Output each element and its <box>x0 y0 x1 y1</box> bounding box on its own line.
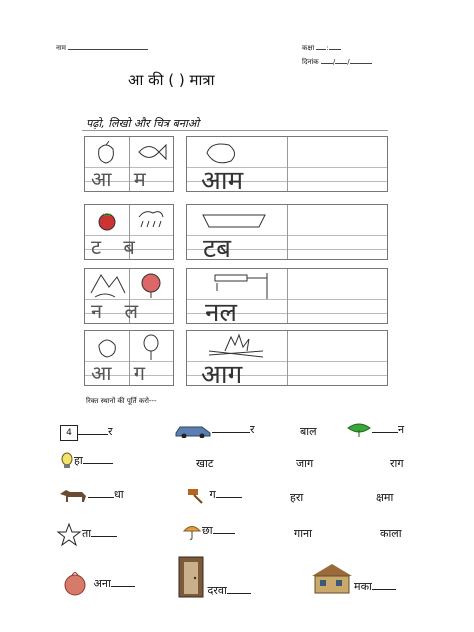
class-field <box>302 44 341 53</box>
blank <box>111 576 135 587</box>
row-2-letters: ट ब <box>91 235 143 259</box>
exercise-3-item-2 <box>186 486 242 504</box>
word: र <box>250 423 255 436</box>
exercise-5-item-3 <box>310 562 396 594</box>
exercise-4-item-2 <box>182 522 235 540</box>
word: धा <box>114 488 124 501</box>
blank <box>213 523 235 534</box>
name-field <box>56 44 148 53</box>
blank <box>83 453 113 464</box>
class-label: कक्षा <box>302 44 315 52</box>
hammer-icon <box>186 486 206 504</box>
row-2-word: टब <box>203 234 231 264</box>
name-blank <box>68 49 148 50</box>
tub-icon <box>201 209 267 231</box>
horse-icon <box>58 486 88 504</box>
worksheet-row-3-right <box>186 268 388 328</box>
name-label: नाम <box>56 44 66 52</box>
rain-icon <box>135 207 167 233</box>
worksheet-row-4-left <box>84 330 174 386</box>
exercise-1-item-2 <box>174 422 255 438</box>
row-1-word: आम <box>201 166 244 196</box>
mango-icon <box>93 139 119 165</box>
radish-icon <box>137 271 165 299</box>
blank <box>372 579 396 590</box>
worksheet-row-1-left <box>84 136 174 192</box>
blank <box>212 422 250 433</box>
exercise-4-word-2: काला <box>380 527 402 540</box>
blank <box>372 422 398 433</box>
worksheet-row-3-left <box>84 268 174 324</box>
exercise-1-item-4 <box>346 422 404 438</box>
class-blank-1 <box>316 49 326 50</box>
date-label: दिनांक <box>302 58 319 66</box>
exercise-3-word-1: हरा <box>290 491 304 504</box>
date-day <box>321 63 333 64</box>
instruction-underline <box>82 130 388 131</box>
word: र <box>108 425 113 438</box>
exercise-4-item-1 <box>56 522 117 546</box>
row-3-letters: न ल <box>91 299 147 323</box>
exercise-2-word-1: खाट <box>196 457 214 470</box>
worksheet-image <box>82 116 388 390</box>
word: हा <box>74 454 83 467</box>
row-4-letters: आ ग <box>91 361 154 385</box>
river-mountain-icon <box>89 271 127 299</box>
row-1-letters: आ म <box>91 167 154 191</box>
fill-instruction: रिक्त स्थानों की पूर्ति करो--- <box>86 397 157 405</box>
door-icon <box>178 556 204 598</box>
exercise-5-item-1 <box>60 572 135 596</box>
exercise-2-item-1 <box>60 452 113 470</box>
tomato-icon <box>95 209 119 231</box>
exercise-4-word-1: गाना <box>294 527 312 540</box>
blank <box>88 487 114 498</box>
date-month <box>335 63 347 64</box>
exercise-2-word-2: जाग <box>296 457 314 470</box>
blank <box>216 487 242 498</box>
balloon-icon <box>139 333 163 361</box>
worksheet-row-1-right <box>186 136 388 196</box>
pomegranate-icon <box>60 572 90 596</box>
bulb-icon <box>60 452 74 470</box>
word: अना <box>93 577 111 590</box>
row-3-word: नल <box>205 298 238 328</box>
worksheet-row-2-left <box>84 204 174 260</box>
exercise-5-item-2 <box>178 556 251 598</box>
leaf-icon <box>346 422 372 438</box>
date-sep-1: / <box>332 58 336 66</box>
fish-icon <box>137 141 167 163</box>
word: मका <box>354 580 372 593</box>
word: दरवा <box>207 584 227 597</box>
star-icon <box>56 522 82 546</box>
exercise-1-word: बाल <box>300 425 317 438</box>
exercise-1-item-1 <box>60 424 113 441</box>
date-sep-2: / <box>347 58 350 66</box>
worksheet-instruction: पढ़ो, लिखो और चित्र बनाओ <box>86 117 200 130</box>
word: न <box>398 423 405 436</box>
car-icon <box>174 422 212 438</box>
page-title: आ की ( ) मात्रा <box>128 71 215 89</box>
worksheet-row-2-right <box>186 204 388 264</box>
exercise-3-word-2: क्षमा <box>376 491 394 504</box>
word: ग <box>209 488 216 501</box>
word: ता <box>82 527 92 540</box>
house-icon <box>310 562 354 594</box>
row-4-word: आग <box>201 360 243 390</box>
date-field <box>302 58 372 67</box>
class-blank-2 <box>329 49 341 50</box>
umbrella-icon <box>182 522 202 540</box>
blank <box>78 424 108 435</box>
exercise-3-item-1 <box>58 486 124 504</box>
mango-small-icon <box>95 335 119 359</box>
exercise-2-word-3: राग <box>390 457 404 470</box>
worksheet-row-4-right <box>186 330 388 390</box>
word: छा <box>202 524 213 537</box>
date-year <box>350 63 372 64</box>
blank <box>227 583 251 594</box>
number-box: 4 <box>60 425 78 441</box>
blank <box>91 526 117 537</box>
class-separator: : <box>326 44 329 52</box>
